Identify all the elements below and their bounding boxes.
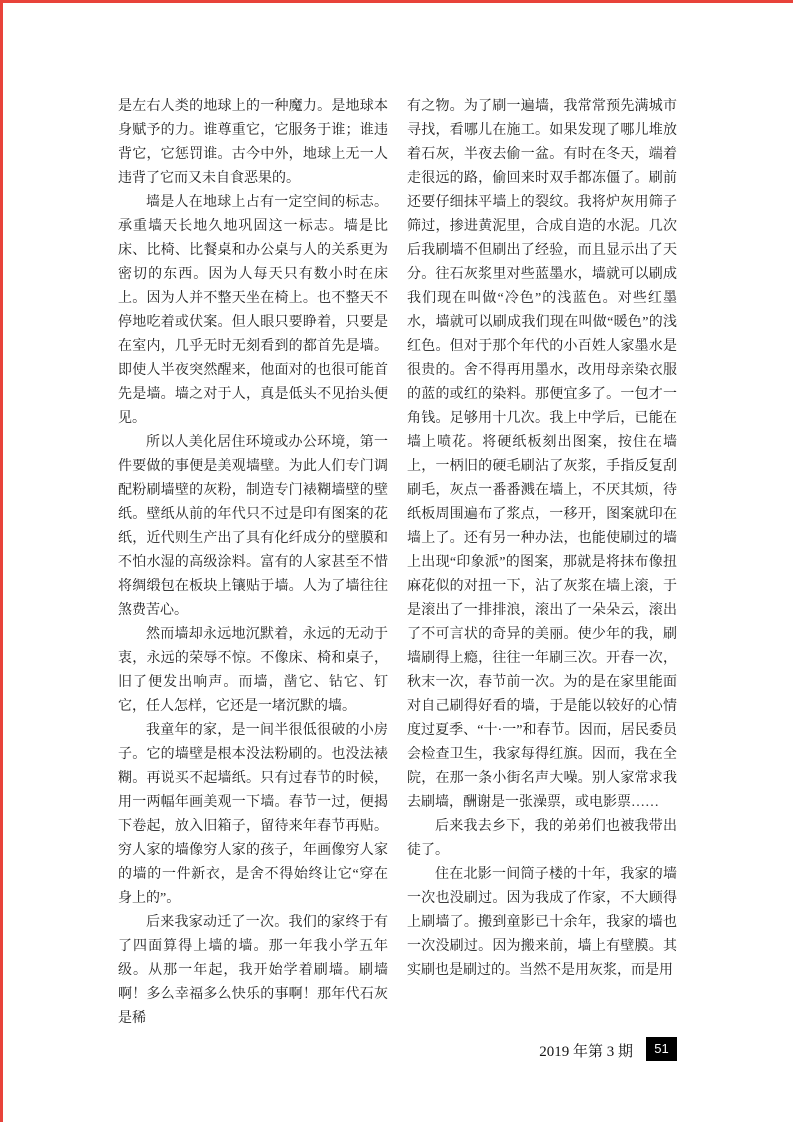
page-edge-left-line [0, 0, 3, 1122]
paragraph: 我童年的家，是一间半很低很破的小房子。它的墙壁是根本没法粉刷的。也没法裱糊。再说买不起墙纸。只有过春节的时候，用一两幅年画美观一下墙。春节一过，便揭下卷起，放入旧箱子，留待来年春节再贴。穷人家的墙像穷人家的孩子，年画像穷人家的墙的一件新衣，是舍不得始终让它“穿在身上的”。 [118, 723, 388, 906]
paragraph: 后来我家动迁了一次。我们的家终于有了四面算得上墙的墙。那一年我小学五年级。从那一年起，我开始学着刷墙。刷墙啊！多么幸福多么快乐的事啊！那年代石灰是稀 [118, 915, 388, 1026]
paragraph: 有之物。为了刷一遍墙，我常常预先满城市寻找，看哪儿在施工。如果发现了哪儿堆放着石灰，半夜去偷一盆。有时在冬天，端着走很远的路，偷回来时双手都冻僵了。刷前还要仔细抹平墙上的裂纹。我将炉灰用筛子筛过，掺进黄泥里，合成自造的水泥。几次后我刷墙不但刷出了经验，而且显示出了天分。往石灰浆里对些蓝墨水，墙就可以刷成我们现在叫做“冷色”的浅蓝色。对些红墨水，墙就可以刷成我们现在叫做“暖色”的浅红色。但对于那个年代的小百姓人家墨水是很贵的。舍不得再用墨水，改用母亲染衣服的蓝的或红的染料。那便宜多了。一包才一角钱。足够用十几次。我上中学后，已能在墙上喷花。将硬纸板刻出图案，按住在墙上，一柄旧的硬毛刷沾了灰浆，手指反复刮刷毛，灰点一番番溅在墙上，不厌其烦，待纸板周围遍布了浆点，一移开，图案就印在墙上了。还有另一种办法，也能使刷过的墙上出现“印象派”的图案，那就是将抹布像扭麻花似的对扭一下，沾了灰浆在墙上滚，于是滚出了一排排浪，滚出了一朵朵云，滚出了不可言状的奇异的美丽。使少年的我，刷墙刷得上瘾，往往一年刷三次。开春一次，秋末一次，春节前一次。为的是在家里能面对自己刷得好看的墙，于是能以较好的心情度过夏季、“十·一”和春节。因而，居民委员会检查卫生，我家每得红旗。因而，我在全院，在那一条小街名声大噪。别人家常求我去刷墙，酬谢是一张澡票，或电影票…… [407, 99, 677, 810]
article-column-right [407, 95, 677, 983]
paragraph: 然而墙却永远地沉默着，永远的无动于衷，永远的荣辱不惊。不像床、椅和桌子，旧了便发出响声。而墙，凿它、钻它、钉它，任人怎样，它还是一堵沉默的墙。 [118, 627, 388, 714]
page-footer [0, 1036, 793, 1064]
issue-label: 2019 年第 3 期 [539, 1044, 633, 1060]
paragraph: 墙是人在地球上占有一定空间的标志。承重墙天长地久地巩固这一标志。墙是比床、比椅、比餐桌和办公桌与人的关系更为密切的东西。因为人每天只有数小时在床上。因为人并不整天坐在椅上。也不整天不停地吃着或伏案。但人眼只要睁着，只要是在室内，几乎无时无刻看到的都首先是墙。即使人半夜突然醒来，他面对的也很可能首先是墙。墙之对于人，真是低头不见抬头便见。 [118, 195, 388, 426]
paragraph: 是左右人类的地球上的一种魔力。是地球本身赋予的力。谁尊重它，它服务于谁；谁违背它，它惩罚谁。古今中外，地球上无一人违背了它而又未自食恶果的。 [118, 99, 388, 186]
page-number-badge: 51 [646, 1037, 677, 1061]
paragraph: 所以人美化居住环境或办公环境，第一件要做的事便是美观墙壁。为此人们专门调配粉刷墙壁的灰粉，制造专门裱糊墙壁的壁纸。壁纸从前的年代只不过是印有图案的花纸，近代则生产出了具有化纤成分的壁膜和不怕水湿的高级涂料。富有的人家甚至不惜将绸缎包在板块上镶贴于墙。人为了墙往往煞费苦心。 [118, 435, 388, 618]
article-column-left [118, 95, 388, 1031]
paragraph: 后来我去乡下，我的弟弟们也被我带出徒了。 [407, 819, 677, 858]
paragraph: 住在北影一间筒子楼的十年，我家的墙一次也没刷过。因为我成了作家，不大顾得上刷墙了。搬到童影已十余年，我家的墙也一次没刷过。因为搬来前，墙上有壁膜。其实刷也是刷过的。当然不是用灰浆，而是用 [407, 867, 677, 978]
page-edge-top-line [0, 0, 793, 3]
